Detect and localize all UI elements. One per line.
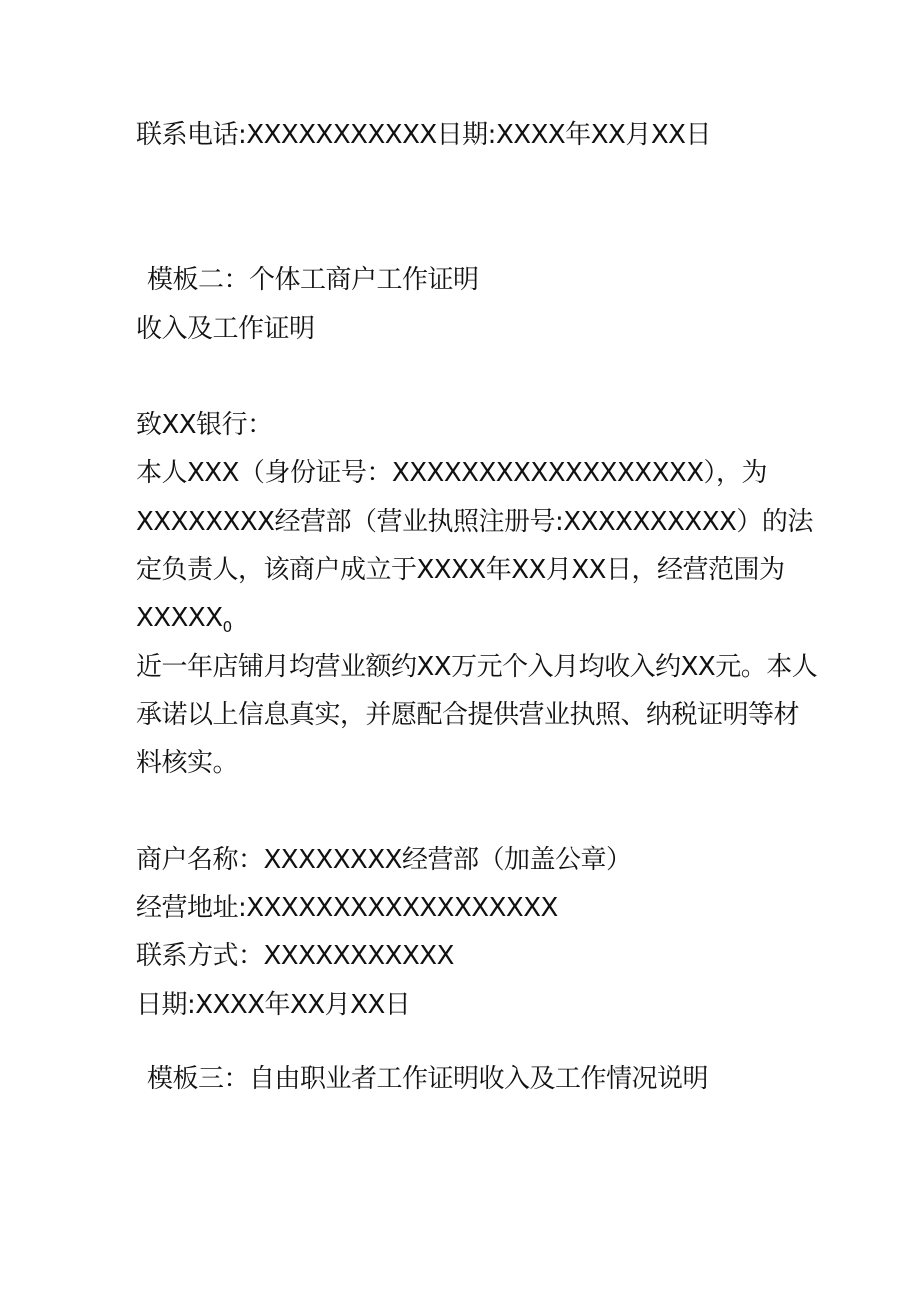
para1-line4-suffix: 0 bbox=[222, 618, 232, 636]
para1-line4 bbox=[136, 601, 232, 644]
para2-line1: 近一年店铺月均营业额约XX万元个入月均收入约XX元。本人 bbox=[136, 652, 818, 682]
contact-method: 联系方式：XXXXXXXXXXX bbox=[136, 941, 454, 971]
signature-date: 日期:XXXX年XX月XX日 bbox=[136, 990, 411, 1020]
business-address: 经营地址:XXXXXXXXXXXXXXXXXX bbox=[136, 893, 558, 923]
template2-title: 收入及工作证明 bbox=[136, 314, 315, 344]
para1-line1: 本人XXX（身份证号：XXXXXXXXXXXXXXXXXX），为 bbox=[136, 458, 768, 488]
para1-line2: XXXXXXXX经营部（营业执照注册号:XXXXXXXXXX）的法 bbox=[136, 507, 813, 537]
merchant-name: 商户名称：XXXXXXXX经营部（加盖公章） bbox=[136, 845, 632, 875]
para2-line3: 料核实。 bbox=[136, 748, 239, 778]
para1-line3: 定负责人，该商户成立于XXXX年XX月XX日，经营范围为 bbox=[136, 555, 785, 585]
para2-line2: 承诺以上信息真实，并愿配合提供营业执照、纳税证明等材 bbox=[136, 700, 800, 730]
para1-line4-text: XXXXX bbox=[136, 603, 223, 633]
salutation: 致XX银行： bbox=[136, 410, 273, 440]
template2-heading: 模板二：个体工商户工作证明 bbox=[147, 265, 479, 295]
template3-heading: 模板三：自由职业者工作证明收入及工作情况说明 bbox=[147, 1064, 709, 1094]
contact-date-line: 联系电话:XXXXXXXXXXX日期:XXXX年XX月XX日 bbox=[136, 120, 711, 150]
